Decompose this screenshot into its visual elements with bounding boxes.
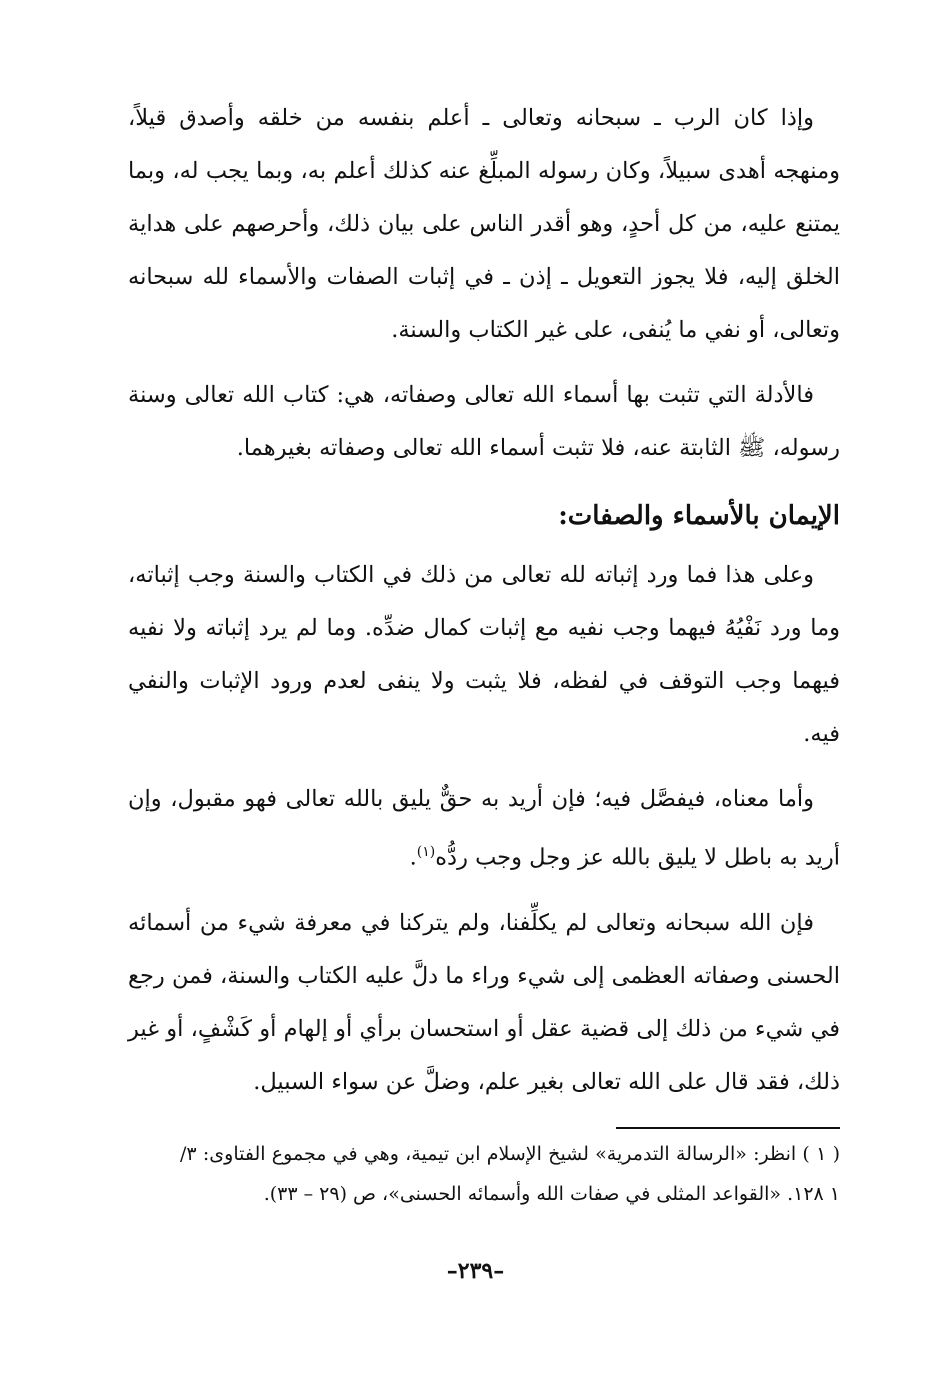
footnote-divider — [616, 1127, 840, 1129]
paragraph-4-text: وأما معناه، فيفصَّل فيه؛ فإن أريد به حقٌّ يليق بالله تعالى فهو مقبول، وإن أريد به باطل لا يليق بالله عز وجل وجب ردُّه — [128, 786, 840, 871]
paragraph-4-end: . — [409, 844, 417, 871]
paragraph-1: وإذا كان الرب ـ سبحانه وتعالى ـ أعلم بنفسه من خلقه وأصدق قيلاً، ومنهجه أهدى سبيلاً، وكان رسوله المبلِّغ عنه كذلك أعلم به، وبما يجب له، وبما يمتنع عليه، من كل أحدٍ، وهو أقدر الناس على بيان ذلك، وأحرصهم على هداية الخلق إليه، فلا يجوز التعويل ـ إذن ـ في إثبات الصفات والأسماء لله سبحانه وتعالى، أو نفي ما يُنفى، على غير الكتاب والسنة. — [128, 105, 840, 343]
footnote-reference: (١) — [416, 844, 436, 860]
paragraph-3: وعلى هذا فما ورد إثباته لله تعالى من ذلك في الكتاب والسنة وجب إثباته، وما ورد نَفْيُهُ فيهما وجب نفيه مع إثبات كمال ضدِّه. وما لم يرد إثباته ولا نفيه فيهما وجب التوقف في لفظه، فلا يثبت ولا ينفى لعدم ورود الإثبات والنفي فيه. — [128, 562, 840, 747]
footnote: ( ١ ) انظر: «الرسالة التدمرية» لشيخ الإسلام ابن تيمية، وهي في مجموع الفتاوى: ٣/ ١ ١٢٨. «القواعد المثلى في صفات الله وأسمائه الحسنى»، ص (٢٩ – ٣٣). — [180, 1143, 841, 1205]
main-text — [128, 92, 840, 1109]
section-heading: الإيمان بالأسماء والصفات: — [558, 501, 840, 531]
page-number: –٢٣٩– — [446, 1258, 505, 1284]
paragraph-2: فالأدلة التي تثبت بها أسماء الله تعالى وصفاته، هي: كتاب الله تعالى وسنة رسوله، ﷺ الثابتة عنه، فلا تثبت أسماء الله تعالى وصفاته بغيرهما. — [128, 382, 840, 461]
paragraph-4 — [128, 773, 840, 885]
paragraph-5: فإن الله سبحانه وتعالى لم يكلِّفنا، ولم يتركنا في معرفة شيء من أسمائه الحسنى وصفاته العظمى إلى شيء وراء ما دلَّ عليه الكتاب والسنة، فمن رجع في شيء من ذلك إلى قضية عقل أو استحسان برأي أو إلهام أو كَشْفٍ، أو غير ذلك، فقد قال على الله تعالى بغير علم، وضلَّ عن سواء السبيل. — [128, 909, 840, 1095]
